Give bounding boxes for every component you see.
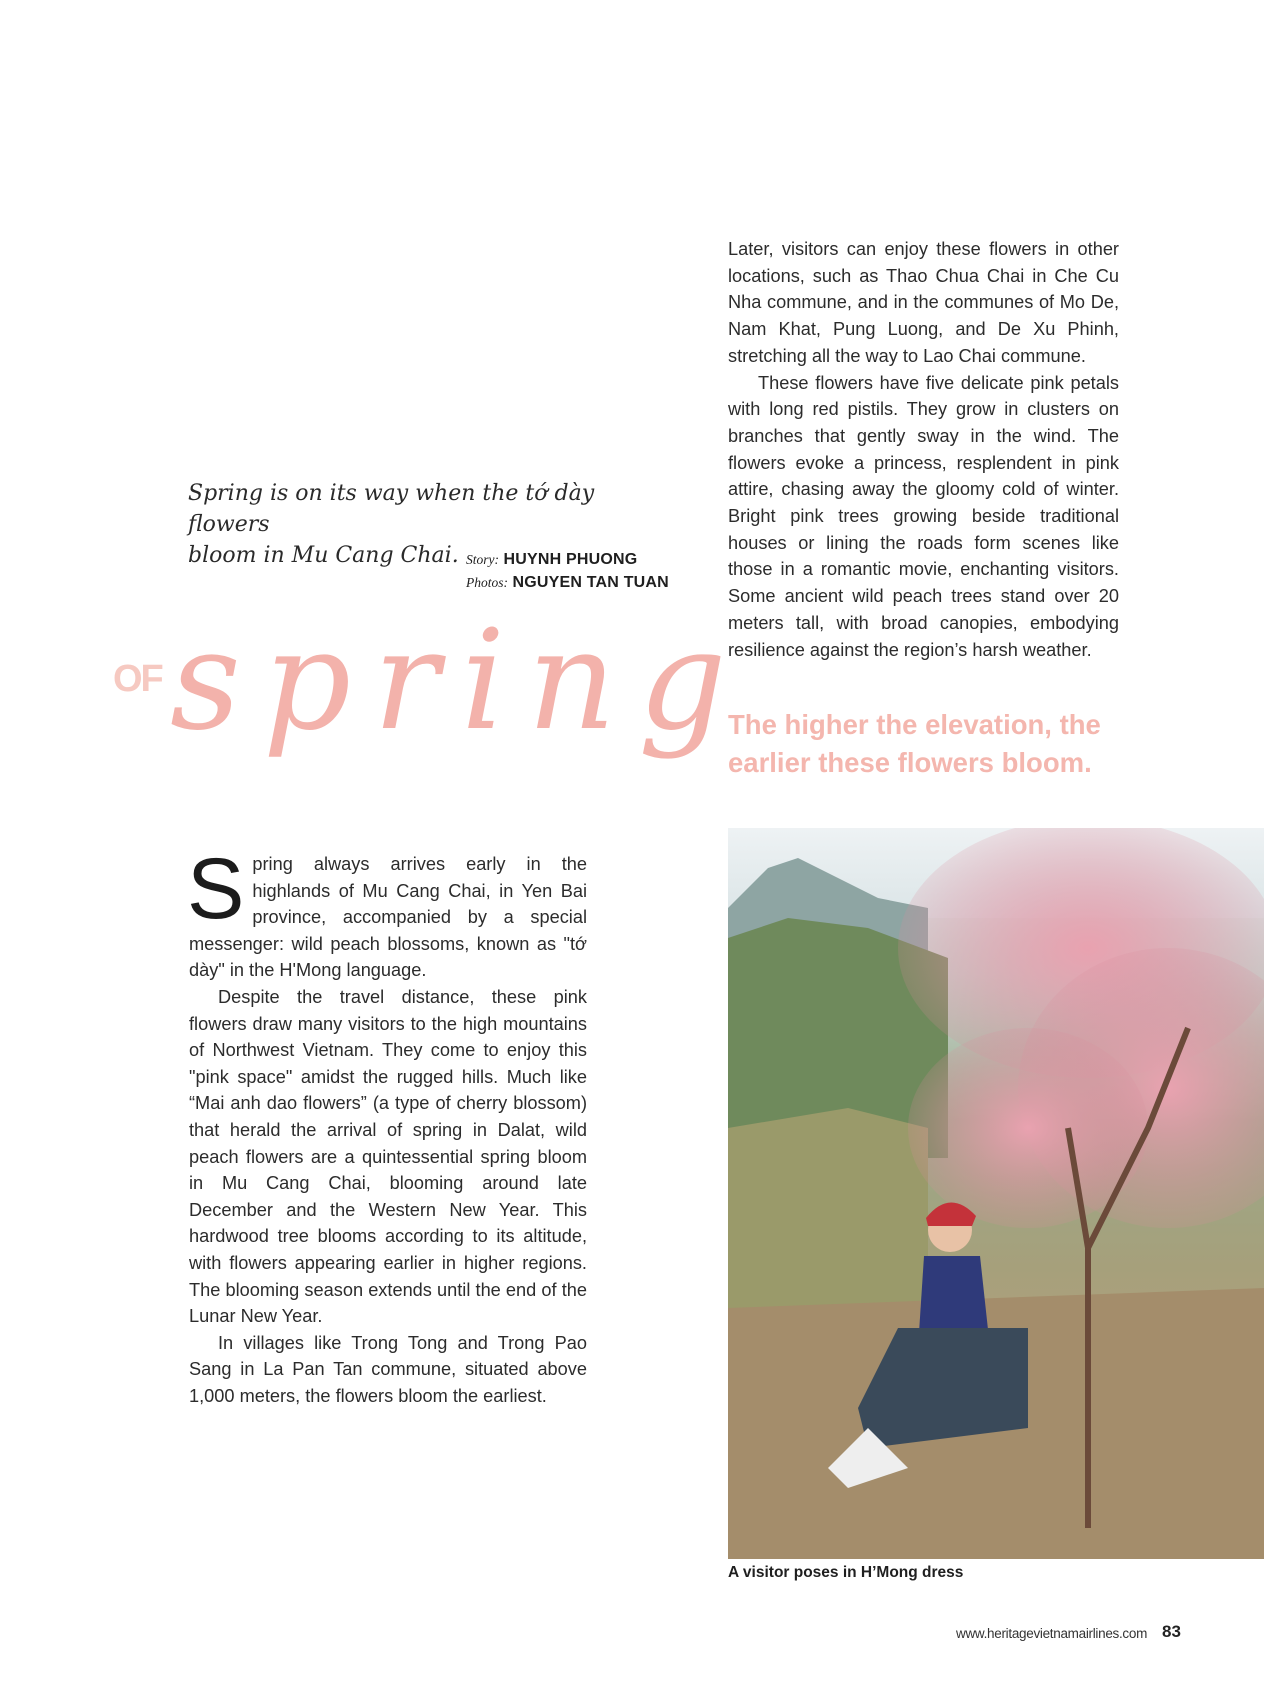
body-paragraph: In villages like Trong Tong and Trong Pao Sang in La Pan Tan commune, situated above 1,000 meters, the flowers bloom the earliest. — [189, 1332, 587, 1406]
intro-line: bloom in Mu Cang Chai. — [188, 543, 459, 568]
left-column-text — [187, 841, 587, 1409]
intro-line: Spring is on its way when the tớ dày flowers — [188, 481, 595, 537]
first-paragraph-text: pring always arrives early in the highlands of Mu Cang Chai, in Yen Bai province, accompanied by a special messenger: wild peach blossoms, known as "tớ dày" in the H'Mong language. — [189, 854, 587, 981]
title-small-word: OF — [113, 658, 162, 700]
story-author: HUYNH PHUONG — [503, 551, 638, 568]
photo-credit — [466, 571, 696, 594]
body-paragraph — [187, 841, 587, 984]
pull-quote — [728, 706, 1148, 782]
right-column-text — [728, 236, 1119, 663]
photo-caption: A visitor poses in H’Mong dress — [728, 1564, 964, 1581]
article-photo — [728, 828, 1264, 1559]
body-paragraph: Despite the travel distance, these pink flowers draw many visitors to the high mountains of Northwest Vietnam. They come to enjoy this "pink space" amidst the rugged hills. Much like “Mai anh dao flowers” (a type of cherry blossom) that herald the arrival of spring in Dalat, wild peach flowers are a quintessential spring bloom in Mu Cang Chai, blooming around late December and the Western New Year. This hardwood tree blooms according to its altitude, with flowers appearing earlier in higher regions. The blooming season extends until the end of the Lunar New Year. — [189, 986, 587, 1327]
story-credit — [466, 548, 696, 571]
page-number: 83 — [1162, 1622, 1181, 1641]
story-label: Story: — [466, 552, 499, 567]
photos-label: Photos: — [466, 575, 508, 590]
drop-cap: S — [187, 841, 245, 937]
body-paragraph: Later, visitors can enjoy these flowers in other locations, such as Thao Chua Chai in Che Cu Nha commune, and in the communes of Mo De, Nam Khat, Pung Luong, and De Xu Phinh, stretching all the way to Lao Chai commune. — [728, 239, 1119, 366]
byline — [466, 548, 696, 594]
body-paragraph: These flowers have five delicate pink petals with long red pistils. They grow in clusters on branches that gently sway in the wind. The flowers evoke a princess, resplendent in pink attire, chasing away the gloomy cold of winter. Bright pink trees growing beside traditional houses or lining the roads form scenes like those in a romantic movie, enchanting visitors. Some ancient wild peach trees stand over 20 meters tall, with broad canopies, embodying resilience against the region’s harsh weather. — [728, 372, 1119, 660]
photo-illustration — [728, 828, 1264, 1559]
footer-url: www.heritagevietnamairlines.com — [956, 1626, 1148, 1641]
title-large-word: spring — [170, 600, 749, 761]
pull-quote-line: The higher the elevation, the — [728, 709, 1101, 740]
photographer: NGUYEN TAN TUAN — [512, 574, 669, 591]
pull-quote-line: earlier these flowers bloom. — [728, 747, 1092, 778]
